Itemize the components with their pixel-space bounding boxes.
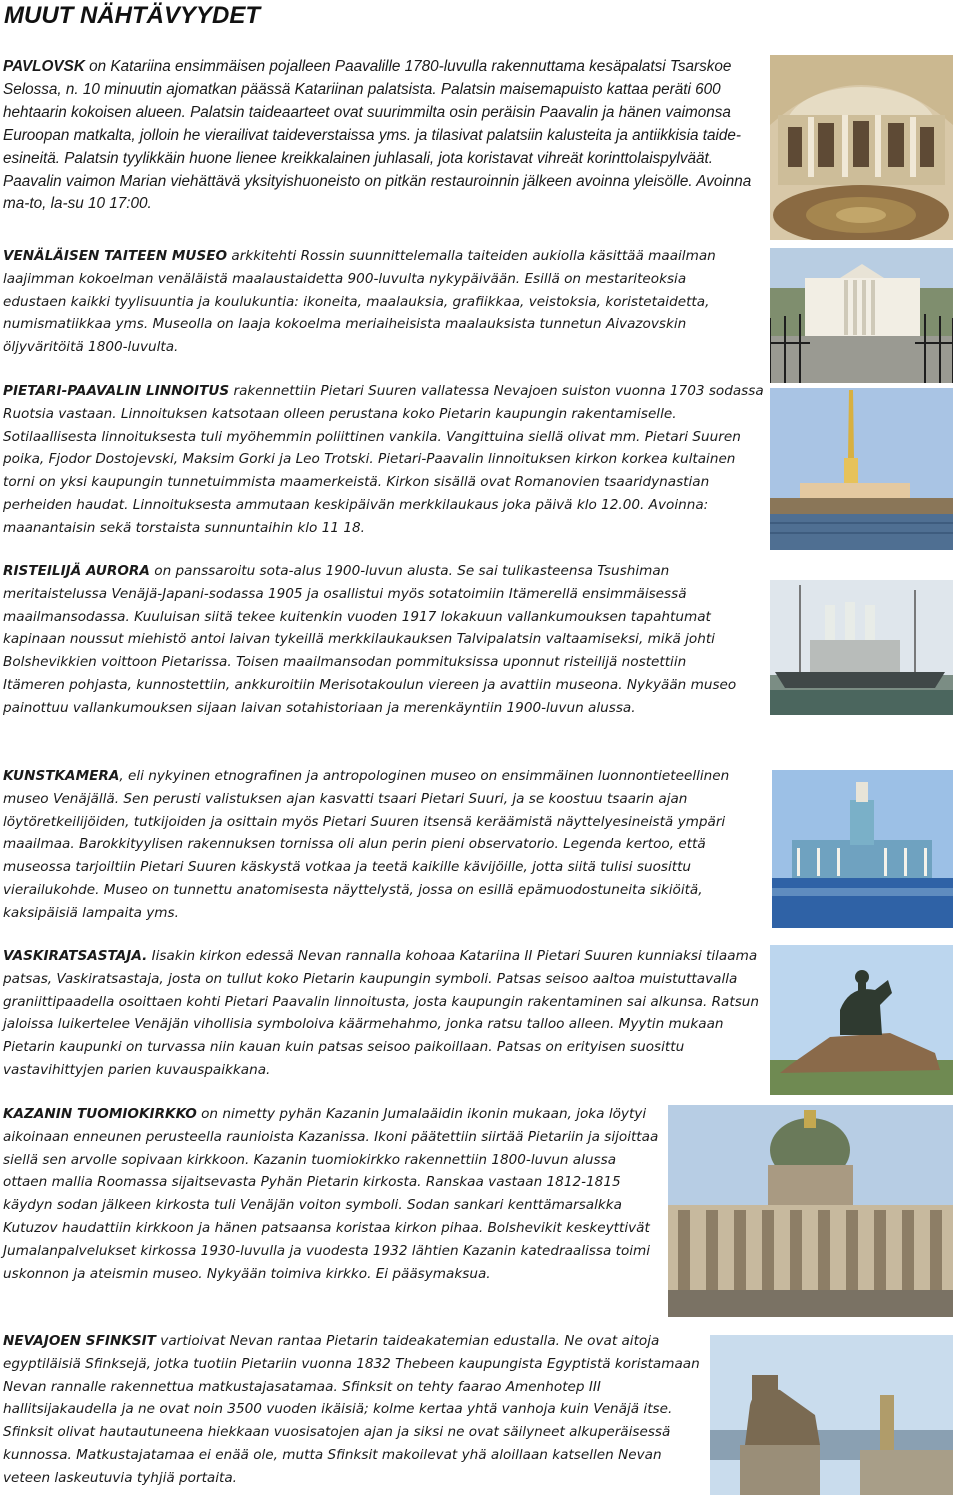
aurora-cruiser-photo <box>770 580 953 715</box>
fortress-photo <box>770 388 953 550</box>
section-kunstkamera <box>3 765 773 925</box>
sphinx-photo <box>710 1335 953 1495</box>
kazan-cathedral-photo <box>668 1105 953 1317</box>
russian-museum-photo <box>770 248 953 383</box>
section-text: rakennettiin Pietari Suuren vallatessa Nevajoen suiston vuonna 1703 sodassa Ruotsia vastaan. Linnoituksen katsotaan olleen perustana koko Pietarin kaupungin rakentamiselle. Sotilaallisesta linnoituksesta tuli myöhemmin poliittinen vankila. Vangittuina siellä olivat mm. Pietari Suuren poika, Fjodor Dostojevski, Maksim Gorki ja Leo Trotski. Pietari-Paavalin linnoituksen kirkon korkea kultainen torni on yksi kaupungin tunnetuimmista maamerkeistä. Kirkon sisällä ovat Romanovien tsaaridynastian perheiden haudat. Linnoituksesta ammutaan keskipäivän merkkilaukaus joka päivä klo 12.00. Avoinna: maanantaisin sekä torstaista sunnuntaihin klo 11 18. <box>3 383 764 536</box>
section-text: , eli nykyinen etnografinen ja antropologinen museo on ensimmäinen luonnontieteellinen museo Venäjällä. Sen perusti valistuksen ajan kasvatti tsaari Pietari Suuri, ja se koostuu tsaarin ajan löytöretkeilijöiden, tutkijoiden ja osittain myös Pietari Suuren itsensä keräämistä näyttelyesineistä ympäri maailmaa. Barokkityylisen rakennuksen tornissa oli alun perin pieni observatorio. Legenda kertoo, että museossa tarjoiltiin Pietari Suuren käskystä votkaa ja teetä kaikille kävijöille, jotta siitä tulisi suosittu vierailukohde. Museo on tunnettu anatomisesta näyttelystä, jossa on esillä epämuodostuneita sikiöitä, kaksipäisiä lampaita yms. <box>3 768 730 921</box>
section-heading: RISTEILIJÄ AURORA <box>3 563 150 579</box>
section-neva-sphinxes <box>3 1330 703 1490</box>
section-peter-paul-fortress <box>3 380 768 540</box>
section-heading: VASKIRATSASTAJA. <box>3 948 148 964</box>
section-heading: KAZANIN TUOMIOKIRKKO <box>3 1106 197 1122</box>
section-aurora <box>3 560 748 720</box>
bronze-horseman-photo <box>770 945 953 1095</box>
section-text: on panssaroitu sota-alus 1900-luvun alusta. Se sai tulikasteensa Tsushiman meritaistelussa Venäjä-Japani-sodassa 1905 ja osallistui myös sotatoimiin Itämerellä ensimmäisessä maailmansodassa. Kuuluisan siitä tekee kuitenkin vuoden 1917 lokakuun vallankumouksen tapahtumat kapinaan noussut miehistö antoi laivan tykeillä merkkilaukauksen Talvipalatsin valtaamiseksi, mikä johti Bolshevikkien voittoon Pietarissa. Toisen maailmansodan pommituksissa uponnut risteilijä nostettiin Itämeren pohjasta, kunnostettiin, ankkuroitiin Merisotakoulun viereen ja avattiin museona. Nykyään museo painottuu vallankumouksen sijaan laivan sotahistoriaan ja merenkäyntiin 1900-luvun alussa. <box>3 563 737 716</box>
section-heading: NEVAJOEN SFINKSIT <box>3 1333 156 1349</box>
section-heading: VENÄLÄISEN TAITEEN MUSEO <box>3 248 228 264</box>
section-pavlovsk <box>3 56 753 216</box>
section-text: vartioivat Nevan rantaa Pietarin taideakatemian edustalla. Ne ovat aitoja egyptiläisiä Sfinksejä, jotka tuotiin Pietariin vuonna 1832 Thebeen kaupungista Egyptistä koristamaan Nevan rannalle rakennettua matkustajasatamaa. Sfinksit on tehty faarao Amenhotep III hallitsijakaudella ja ne ovat noin 3500 vuoden ikäisiä; kolme kertaa yhtä vanhoja kuin Venäjä itse. Sfinksit olivat hautautuneena hiekkaan vuosisatojen ajan ja siksi ne ovat säilyneet alkuperäisessä kunnossa. Matkustajatamaa ei enää ole, mutta Sfinksit makoilevat yhä aloillaan katsellen Nevan veteen laskeutuvia tyhjiä portaita. <box>3 1333 700 1486</box>
pavlovsk-hall-photo <box>770 55 953 240</box>
section-bronze-horseman <box>3 945 763 1082</box>
section-heading: KUNSTKAMERA <box>3 768 120 784</box>
section-text: Iisakin kirkon edessä Nevan rannalla kohoaa Katariina II Pietari Suuren kunniaksi tilaama patsas, Vaskiratsastaja, josta on tullut koko Pietarin kaupungin symboli. Patsas seisoo aaltoa muistuttavalla graniittipaadella osoittaen kohti Pietari Paavalin linnoitusta, josta kaupungin rakentaminen sai alkunsa. Ratsun jaloissa luikertelee Venäjän vihollisia symboloiva käärmehahmo, jonka ratsu talloo alleen. Myytin mukaan Pietarin kaupunki on turvassa niin kauan kuin patsas seisoo paikoillaan. Patsas on erityisen suosittu vastavihittyjen parien kuvauspaikkana. <box>3 948 760 1078</box>
section-heading: PIETARI-PAAVALIN LINNOITUS <box>3 383 230 399</box>
kunstkamera-photo <box>772 770 953 928</box>
page-title: MUUT NÄHTÄVYYDET <box>4 2 260 29</box>
section-kazan-cathedral <box>3 1103 663 1285</box>
section-text: on nimetty pyhän Kazanin Jumalaäidin ikonin mukaan, joka löytyi aikoinaan enneunen perusteella raunioista Kazanissa. Ikoni päätettiin siirtää Pietariin ja sijoittaa siellä sen arvolle sopivaan kirkkoon. Kazanin tuomiokirkko rakennettiin 1800-luvun alussa ottaen mallia Roomassa sijaitsevasta Pyhän Pietarin kirkosta. Ranskaa vastaan 1812-1815 käydyn sodan jälkeen kirkosta tuli Venäjän voiton symboli. Sodan sankari kenttämarsalkka Kutuzov haudattiin kirkkoon ja hänen patsaansa koristaa kirkon pihaa. Bolshevikit keskeyttivät Jumalanpalvelukset kirkossa 1930-luvulla ja vuodesta 1932 lähtien Kazanin katedraalissa toimi uskonnon ja ateismin museo. Nykyään toimiva kirkko. Ei pääsymaksua. <box>3 1106 659 1282</box>
section-text: on Katariina ensimmäisen pojalleen Paavalille 1780-luvulla rakennuttama kesäpalatsi Tsarskoe Selossa, n. 10 minuutin ajomatkan päässä Katariinan palatsista. Palatsin maisemapuisto kattaa peräti 600 hehtaarin kokoisen alueen. Palatsin taideaarteet ovat suurimmilta osin peräisin Paavalin ja hänen vaimonsa Euroopan matkalta, jolloin he vierailivat taideverstaissa yms. ja tilasivat palatsiin kalusteita ja antiikkisia taide-esineitä. Palatsin tyylikkäin huone lienee kreikkalainen juhlasali, jota koristavat vihreät korinttolaispylväät. Paavalin vaimon Marian viehättävä yksityishuoneisto on pitkän restauroinnin jälkeen avoinna yleisölle. Avoinna ma-to, la-su 10 17:00. <box>3 58 752 213</box>
section-russian-art-museum <box>3 245 748 359</box>
section-text: arkkitehti Rossin suunnittelemalla taiteiden aukiolla käsittää maailman laajimman kokoelman venäläistä maalaustaidetta 900-luvulta nykypäivään. Esillä on mestariteoksia edustaen kaikki tyylisuuntia ja koulukuntia: ikoneita, maalauksia, grafiikkaa, veistoksia, koristetaidetta, numismatiikkaa yms. Museolla on laaja kokoelma meriaiheisista maalauksista tunnetun Aivazovskin öljyväritöitä 1800-luvulta. <box>3 248 716 356</box>
section-heading: PAVLOVSK <box>3 58 85 75</box>
